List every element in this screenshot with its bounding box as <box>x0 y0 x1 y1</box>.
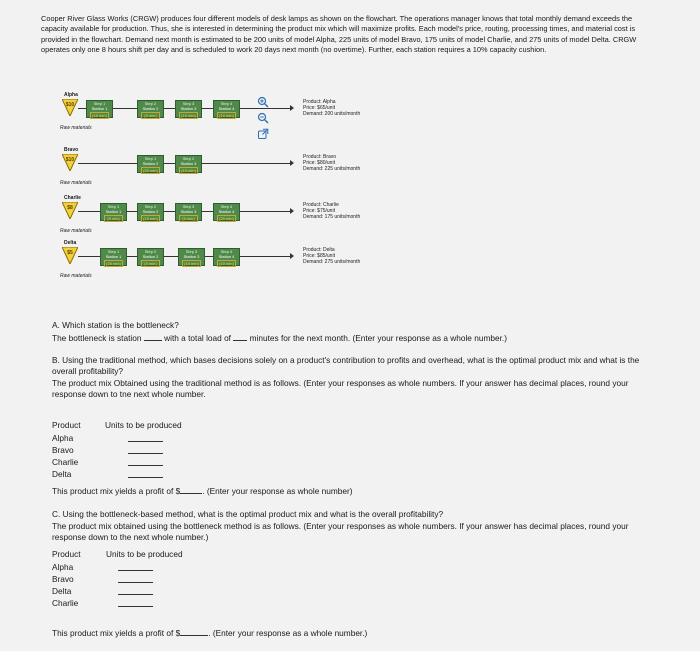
question-b-heading: B. Using the traditional method, which bases decisions solely on a product's contribution to profits and overhead, what is the optimal product mix and what is the overall profitability? <box>52 355 640 376</box>
product-price: Price: $65/unit <box>303 105 335 111</box>
station-label: Station 1 <box>105 209 122 214</box>
product-demand: Demand: 275 units/month <box>303 259 361 265</box>
step-label: Step 1 <box>107 204 120 209</box>
step-time: (20 min) <box>141 167 160 174</box>
step-box <box>137 100 164 118</box>
station-label: Station 4 <box>218 254 235 259</box>
product-demand: Demand: 200 units/month <box>303 111 361 117</box>
step-box <box>175 203 202 221</box>
step-time: (15 min) <box>179 112 198 119</box>
c-col-product: Product <box>52 549 81 559</box>
b-charlie-input[interactable] <box>128 457 163 466</box>
step-time: (10 min) <box>217 260 236 267</box>
step-box <box>86 100 113 118</box>
c-charlie-input[interactable] <box>118 598 153 607</box>
step-time: (10 min) <box>179 167 198 174</box>
step-label: Step 1 <box>144 156 157 161</box>
figure-tools <box>257 96 271 144</box>
zoom-in-icon[interactable] <box>257 96 269 108</box>
station-label: Station 4 <box>218 106 235 111</box>
material-cost: $5 <box>67 250 73 256</box>
b-row-label: Delta <box>52 469 72 479</box>
c-row-label: Alpha <box>52 562 74 572</box>
station-label: Station 3 <box>180 106 197 111</box>
step-time: (10 min) <box>90 112 109 119</box>
step-label: Step 4 <box>220 101 233 106</box>
product-price: Price: $75/unit <box>303 208 335 214</box>
flow-label: Bravo <box>64 147 79 153</box>
product-demand: Demand: 225 units/month <box>303 166 361 172</box>
step-box <box>175 155 202 173</box>
product-info <box>303 99 403 117</box>
question-a-line <box>52 331 507 344</box>
step-box <box>178 248 205 266</box>
station-label: Station 3 <box>183 254 200 259</box>
product-info <box>303 247 403 265</box>
step-time: (5 min) <box>179 215 198 222</box>
arrow-icon <box>290 208 294 214</box>
step-label: Step 1 <box>107 249 120 254</box>
problem-intro: Cooper River Glass Works (CRGW) produces four different models of desk lamps as shown on the flowchart. The operations manager knows that total monthly demand exceeds the capacity available for production. Thus, she is interested in determining the product mix which will maximize profits. Each model's price, routing, processing times, and material cost is provided in the flowchart. Demand next month is estimated to be 200 units of model Alpha, 225 units of model Bravo, 175 units of model Charlie, and 275 units of model Delta. CRGW operates only one 8 hours shift per day and is scheduled to work 20 days next month (no overtime). Further, each station requires a 10% capacity cushion. <box>41 14 637 54</box>
step-box <box>175 100 202 118</box>
popout-icon[interactable] <box>257 128 269 140</box>
step-box <box>137 155 164 173</box>
b-row-label: Alpha <box>52 433 74 443</box>
c-col-units: Units to be produced <box>106 549 183 559</box>
c-bravo-input[interactable] <box>118 574 153 583</box>
step-label: Step 4 <box>220 249 233 254</box>
product-name: Product: Alpha <box>303 99 336 105</box>
b-profit-input[interactable] <box>180 484 202 494</box>
station-label: Station 2 <box>142 209 159 214</box>
step-box <box>137 203 164 221</box>
station-label: Station 4 <box>218 209 235 214</box>
step-time: (15 min) <box>141 215 160 222</box>
c-profit-line <box>52 626 367 639</box>
station-label: Station 2 <box>142 106 159 111</box>
product-name: Product: Delta <box>303 247 335 253</box>
step-time: (10 min) <box>182 260 201 267</box>
step-label: Step 2 <box>144 249 157 254</box>
step-label: Step 3 <box>182 204 195 209</box>
station-label: Station 1 <box>91 106 108 111</box>
product-info <box>303 202 403 220</box>
c-delta-input[interactable] <box>118 586 153 595</box>
flowchart <box>60 92 360 282</box>
flow-bravo <box>60 147 360 187</box>
step-label: Step 3 <box>182 101 195 106</box>
step-box <box>213 100 240 118</box>
step-box <box>213 248 240 266</box>
step-label: Step 2 <box>144 101 157 106</box>
step-box <box>100 248 127 266</box>
b-row-label: Bravo <box>52 445 74 455</box>
product-demand: Demand: 175 units/month <box>303 214 361 220</box>
station-label: Station 1 <box>105 254 122 259</box>
text: This product mix yields a profit of $ <box>52 628 181 638</box>
product-name: Product: Bravo <box>303 154 337 160</box>
b-delta-input[interactable] <box>128 469 163 478</box>
question-b-sub: The product mix Obtained using the traditional method is as follows. (Enter your responses as whole numbers. If your answer has decimal places, round your response down to tne next whole number. <box>52 378 629 399</box>
b-row-label: Charlie <box>52 457 79 467</box>
step-time: (10 min) <box>217 112 236 119</box>
text: The bottleneck is station <box>52 333 142 343</box>
station-label: Station 3 <box>180 209 197 214</box>
arrow-icon <box>290 253 294 259</box>
flow-delta <box>60 240 360 280</box>
step-time: (20 min) <box>217 215 236 222</box>
station-label: Station 3 <box>180 161 197 166</box>
station-label: Station 2 <box>142 254 159 259</box>
material-cost: $8 <box>67 205 73 211</box>
product-price: Price: $80/unit <box>303 160 335 166</box>
question-c-heading: C. Using the bottleneck-based method, what is the optimal product mix and what is the overall profitability? <box>52 509 444 519</box>
step-time: (5 min) <box>141 260 160 267</box>
b-alpha-input[interactable] <box>128 433 163 442</box>
product-price: Price: $85/unit <box>303 253 335 259</box>
text: . (Enter your response as whole number) <box>202 486 353 496</box>
b-profit-line <box>52 484 353 497</box>
step-label: Step 3 <box>185 249 198 254</box>
flow-label: Charlie <box>64 195 81 201</box>
c-profit-input[interactable] <box>180 626 208 636</box>
flow-alpha <box>60 92 360 132</box>
c-row-label: Charlie <box>52 598 79 608</box>
c-row-label: Bravo <box>52 574 74 584</box>
arrow-icon <box>290 105 294 111</box>
product-name: Product: Charlie <box>303 202 339 208</box>
question-a-heading: A. Which station is the bottleneck? <box>52 320 179 330</box>
text: This product mix yields a profit of $ <box>52 486 181 496</box>
question-c-sub: The product mix obtained using the bottleneck method is as follows. (Enter your responses as whole numbers. If your answer has decimal places, round your response down to the next whole number.) <box>52 521 629 542</box>
b-col-units: Units to be produced <box>105 420 182 430</box>
product-info <box>303 154 403 172</box>
raw-label: Raw materials <box>60 228 92 234</box>
material-cost: $10 <box>65 102 75 108</box>
step-label: Step 2 <box>182 156 195 161</box>
b-bravo-input[interactable] <box>128 445 163 454</box>
flow-label: Alpha <box>64 92 78 98</box>
step-time: (20 min) <box>104 260 123 267</box>
text: minutes for the next month. (Enter your response as a whole number.) <box>249 333 507 343</box>
step-label: Step 4 <box>220 204 233 209</box>
station-label: Station 2 <box>142 161 159 166</box>
total-load-input[interactable] <box>233 331 247 341</box>
raw-label: Raw materials <box>60 125 92 131</box>
step-box <box>137 248 164 266</box>
text: . (Enter your response as a whole number.) <box>208 628 368 638</box>
arrow-icon <box>290 160 294 166</box>
step-label: Step 2 <box>144 204 157 209</box>
step-time: (5 min) <box>104 215 123 222</box>
material-cost: $10 <box>65 157 75 163</box>
b-col-product: Product <box>52 420 81 430</box>
c-alpha-input[interactable] <box>118 562 153 571</box>
c-row-label: Delta <box>52 586 72 596</box>
flow-label: Delta <box>64 240 77 246</box>
bottleneck-station-input[interactable] <box>144 331 162 341</box>
step-box <box>100 203 127 221</box>
zoom-out-icon[interactable] <box>257 112 269 124</box>
raw-label: Raw materials <box>60 180 92 186</box>
text: with a total load of <box>164 333 231 343</box>
step-time: (5 min) <box>141 112 160 119</box>
step-box <box>213 203 240 221</box>
flow-charlie <box>60 195 360 235</box>
step-label: Step 1 <box>93 101 106 106</box>
raw-label: Raw materials <box>60 273 92 279</box>
